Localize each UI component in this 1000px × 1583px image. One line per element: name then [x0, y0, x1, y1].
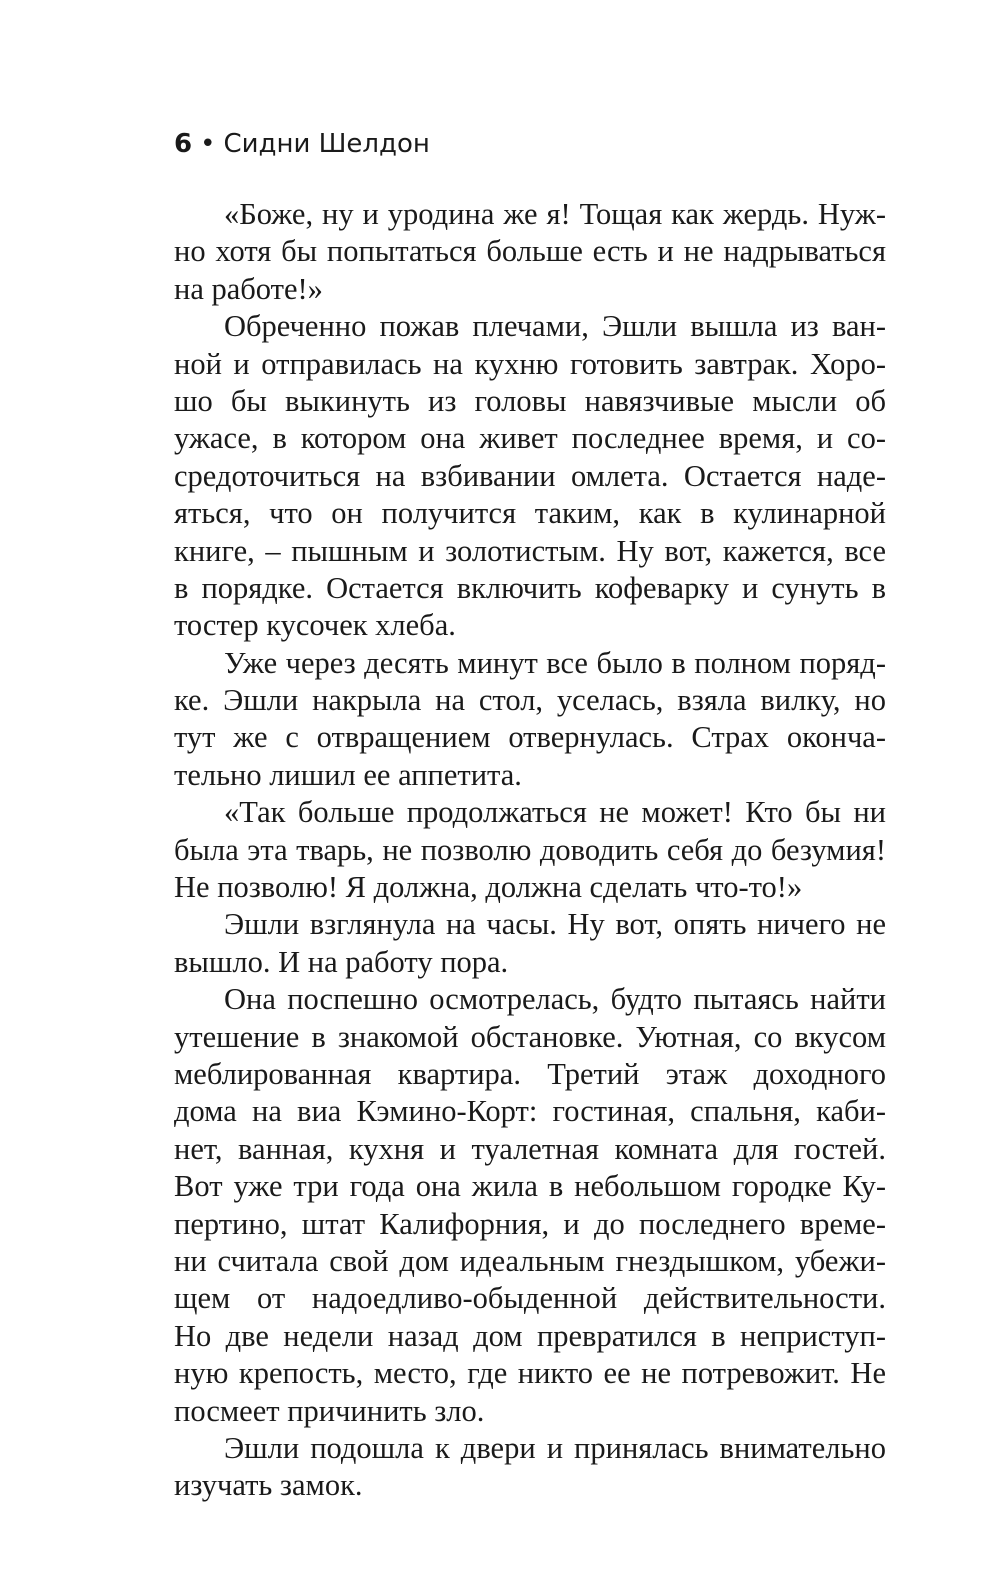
text-line: «Так больше продолжаться не может! Кто бы ни — [224, 795, 886, 830]
text-line: Не позволю! Я должна, должна сделать что-то!» — [174, 870, 803, 905]
paragraph — [174, 196, 886, 308]
text-line: тут же с отвращением отвернулась. Страх оконча- — [174, 720, 886, 755]
text-line: книге, – пышным и золотистым. Ну вот, кажется, все — [174, 533, 886, 568]
text-line: тостер кусочек хлеба. — [174, 608, 456, 643]
paragraph — [174, 645, 886, 795]
text-line: Эшли взглянула на часы. Ну вот, опять ничего не — [224, 907, 886, 942]
text-line: щем от надоедливо-обыденной действительности. — [174, 1281, 886, 1316]
text-line: шо бы выкинуть из головы навязчивые мысли об — [174, 383, 886, 418]
text-line: утешение в знакомой обстановке. Уютная, со вкусом — [174, 1019, 886, 1054]
text-line: нет, ванная, кухня и туалетная комната для гостей. — [174, 1131, 886, 1166]
text-line: была эта тварь, не позволю доводить себя до безумия! — [174, 832, 886, 867]
text-line: изучать замок. — [174, 1468, 363, 1503]
paragraph — [174, 794, 886, 906]
text-line: вышло. И на работу пора. — [174, 944, 509, 979]
paragraph — [174, 906, 886, 981]
text-line: ке. Эшли накрыла на стол, уселась, взяла вилку, но — [174, 683, 886, 718]
text-line: «Боже, ну и уродина же я! Тощая как жердь. Нуж- — [224, 197, 886, 231]
text-line: Уже через десять минут все было в полном поряд- — [224, 645, 886, 680]
text-line: тельно лишил ее аппетита. — [174, 757, 522, 792]
paragraph — [174, 981, 886, 1430]
text-line: яться, что он получится таким, как в кулинарной — [174, 496, 886, 531]
paragraph — [174, 1430, 886, 1505]
text-line: в порядке. Остается включить кофеварку и сунуть в — [174, 570, 886, 605]
author-name: Сидни Шелдон — [223, 129, 430, 159]
header-separator: • — [200, 129, 216, 159]
text-line: средоточиться на взбивании омлета. Остается наде- — [174, 458, 886, 493]
text-line: пертино, штат Калифорния, и до последнего време- — [174, 1206, 886, 1241]
text-line: ной и отправилась на кухню готовить завтрак. Хоро- — [174, 346, 886, 381]
text-line: на работе!» — [174, 271, 323, 306]
body-text — [174, 196, 886, 1505]
text-line: ужасе, в котором она живет последнее время, и со- — [174, 421, 886, 456]
text-line: Она поспешно осмотрелась, будто пытаясь найти — [224, 982, 886, 1017]
paragraph — [174, 308, 886, 645]
text-line: меблированная квартира. Третий этаж доходного — [174, 1056, 886, 1091]
text-line: Эшли подошла к двери и принялась внимательно — [224, 1430, 886, 1465]
text-line: дома на виа Кэмино-Корт: гостиная, спальня, каби- — [174, 1094, 886, 1129]
text-line: Но две недели назад дом превратился в неприступ- — [174, 1318, 886, 1353]
text-line: посмеет причинить зло. — [174, 1393, 485, 1428]
text-line: ни считала свой дом идеальным гнездышком, убежи- — [174, 1243, 886, 1278]
text-line: ную крепость, место, где никто ее не потревожит. Не — [174, 1356, 886, 1391]
text-line: Вот уже три года она жила в небольшом городке Ку- — [174, 1169, 886, 1204]
running-head — [174, 124, 430, 164]
page-number: 6 — [174, 129, 193, 159]
text-line: но хотя бы попытаться больше есть и не надрываться — [174, 234, 886, 269]
text-line: Обреченно пожав плечами, Эшли вышла из ван- — [224, 309, 886, 344]
